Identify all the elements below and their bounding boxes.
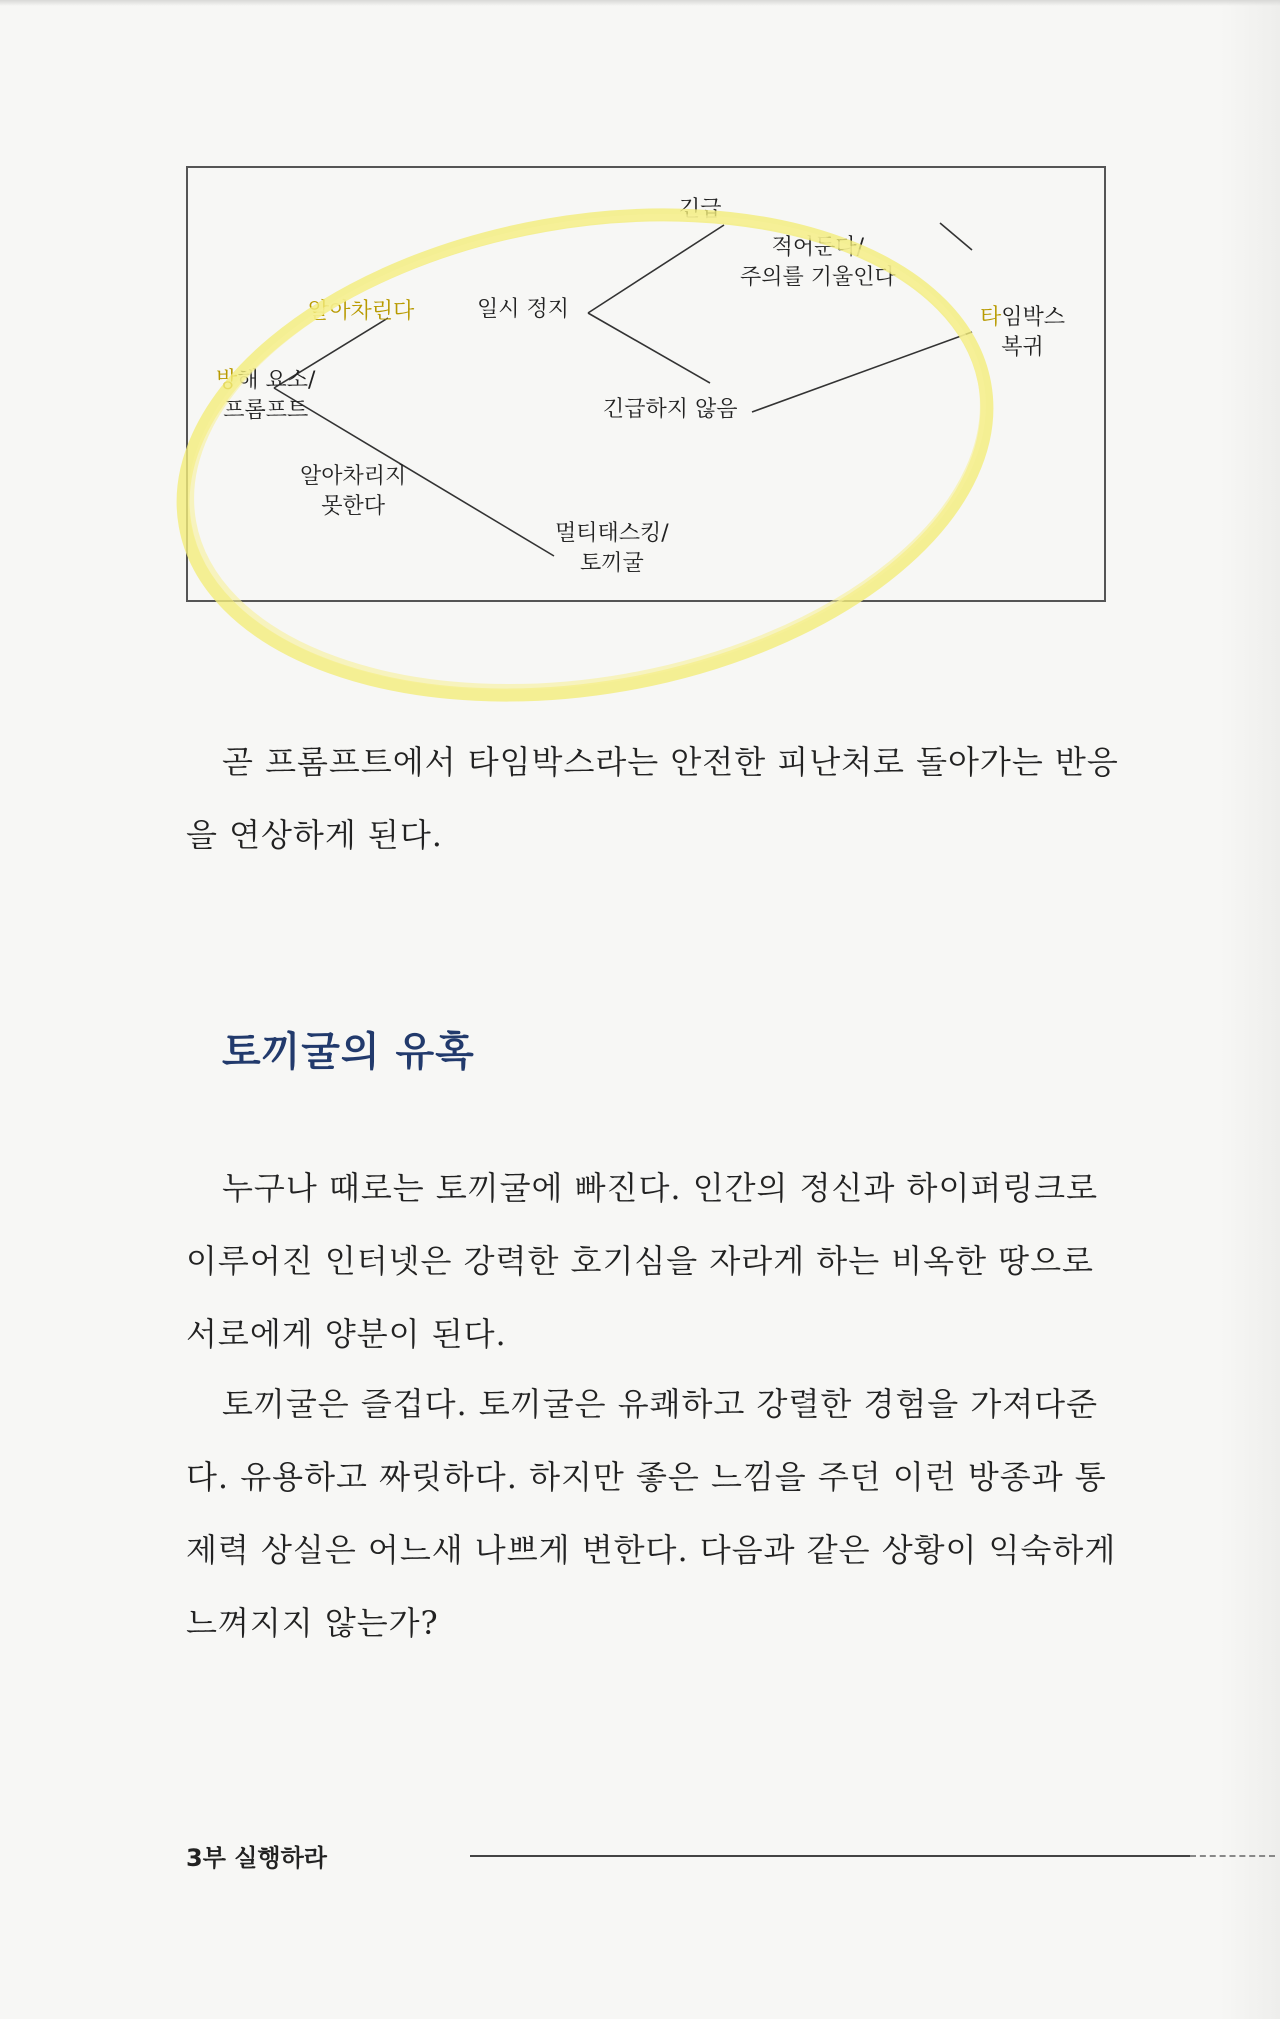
- node-write-down: [740, 233, 896, 293]
- line-not-urgent-to-return: [752, 332, 972, 412]
- line-write-to-return: [940, 223, 972, 250]
- node-distraction-text: 해 요소/: [237, 368, 316, 393]
- paragraph-3-line-1: 토끼굴은 즐겁다. 토끼굴은 유쾌하고 강렬한 경험을 가져다준: [222, 1385, 1099, 1423]
- node-multitask-line1: 멀티태스킹/: [555, 521, 669, 546]
- paragraph-3-line-4: 느껴지지 않는가?: [186, 1604, 439, 1642]
- node-pause: [477, 295, 569, 325]
- node-return: [980, 303, 1065, 363]
- node-urgent-text: 긴급: [679, 197, 722, 222]
- paragraph-3-line-2: 다. 유용하고 짜릿하다. 하지만 좋은 느낌을 주던 이런 방종과 통: [186, 1458, 1107, 1496]
- line-to-urgent: [588, 225, 724, 313]
- paragraph-1-line-1: 곧 프롬프트에서 타임박스라는 안전한 피난처로 돌아가는 반응: [222, 743, 1119, 781]
- paragraph-1: [186, 726, 1119, 872]
- paragraph-2-line-2: 이루어진 인터넷은 강력한 호기심을 자라게 하는 비옥한 땅으로: [186, 1242, 1094, 1280]
- footer-dashed-rule: [1190, 1855, 1275, 1857]
- node-notice-text: 알아차린다: [308, 299, 415, 324]
- node-urgent: [679, 195, 722, 225]
- node-multitask: [555, 519, 669, 579]
- top-shadow: [0, 0, 1280, 6]
- node-distraction: [216, 366, 315, 426]
- node-not-urgent-text: 긴급하지 않음: [603, 397, 738, 422]
- node-multitask-line2: 토끼굴: [579, 551, 644, 576]
- flow-diagram: [186, 166, 1106, 602]
- node-pause-text: 일시 정지: [477, 297, 570, 322]
- footer-part-label: 3부 실행하라: [186, 1844, 327, 1872]
- node-notice: [308, 297, 414, 327]
- paragraph-2-line-1: 누구나 때로는 토끼굴에 빠진다. 인간의 정신과 하이퍼링크로: [222, 1169, 1099, 1207]
- paragraph-3-line-3: 제력 상실은 어느새 나쁘게 변한다. 다음과 같은 상황이 익숙하게: [186, 1531, 1117, 1569]
- node-write-line1: 적어둔다/: [771, 235, 865, 260]
- node-not-notice: [300, 462, 406, 522]
- paragraph-2: [186, 1152, 1106, 1371]
- node-return-highlight: 타: [980, 305, 1002, 330]
- node-return-text: 임박스: [1001, 305, 1066, 330]
- page-edge: [1220, 0, 1280, 2019]
- line-to-not-urgent: [588, 313, 710, 383]
- footer-rule: [470, 1855, 1190, 1857]
- node-not-notice-line1: 알아차리지: [300, 464, 407, 489]
- paragraph-1-line-2: 을 연상하게 된다.: [186, 816, 443, 854]
- paragraph-3: [186, 1368, 1117, 1660]
- node-return-line2: 복귀: [1001, 335, 1044, 360]
- section-heading: 토끼굴의 유혹: [222, 1029, 475, 1075]
- node-write-line2: 주의를 기울인다: [740, 265, 896, 290]
- node-distraction-line2: 프롬프트: [223, 398, 309, 423]
- node-distraction-highlight: 방: [216, 368, 238, 393]
- node-not-urgent: [603, 395, 738, 425]
- node-not-notice-line2: 못한다: [321, 494, 386, 519]
- paragraph-2-line-3: 서로에게 양분이 된다.: [186, 1315, 507, 1353]
